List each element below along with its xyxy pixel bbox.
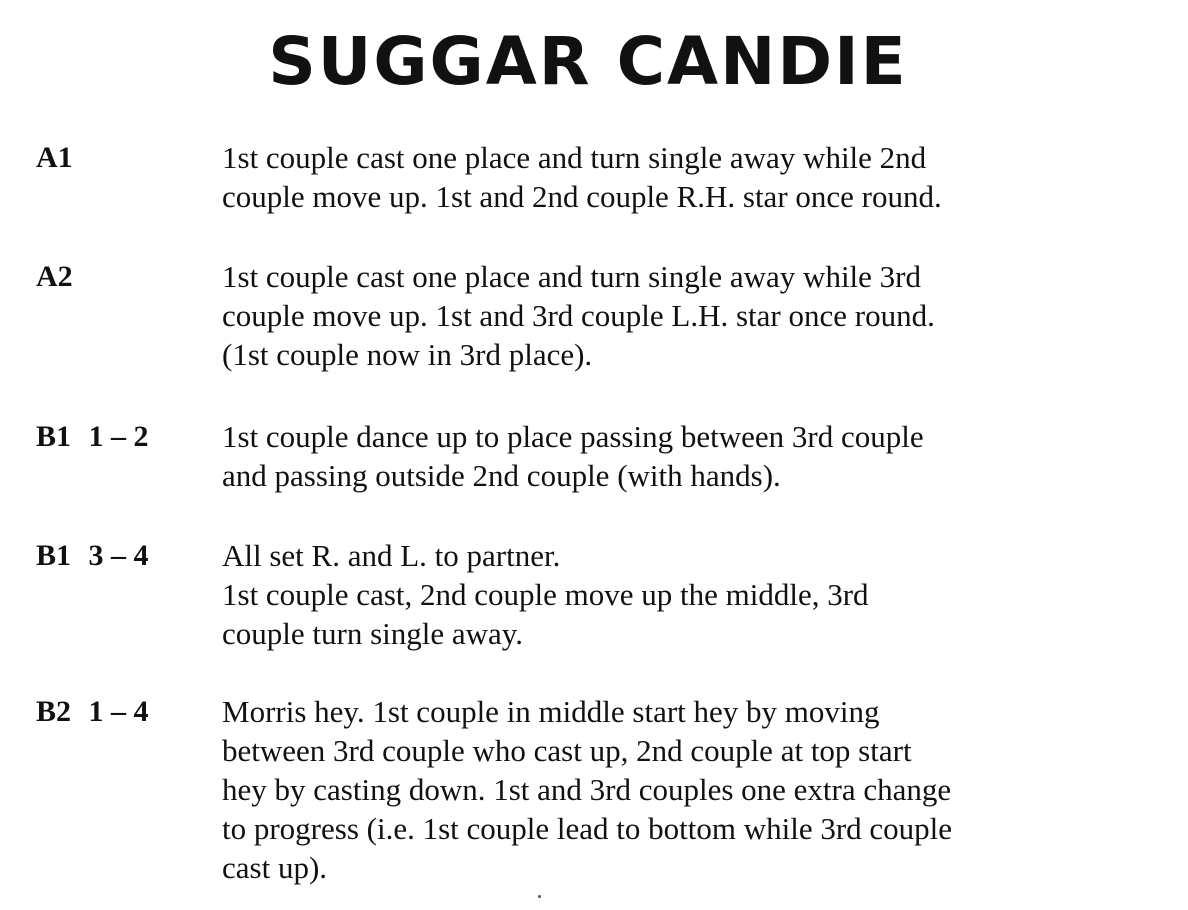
figure-instructions [222,417,1152,495]
instruction-line: cast up). [222,850,328,885]
figure-instructions [222,138,1152,216]
instruction-line: 1st couple cast, 2nd couple move up the middle, 3rd [222,577,869,612]
instruction-line: 1st couple cast one place and turn single away while 3rd [222,259,921,294]
instruction-line: and passing outside 2nd couple (with hands). [222,458,781,493]
part-label: B2 [36,695,72,728]
instruction-line: All set R. and L. to partner. [222,538,561,573]
part-label: B1 [36,420,72,453]
bars-label: 1 – 4 [88,695,149,728]
dance-title: SUGGAR CANDIE [268,23,908,100]
instruction-line: 1st couple cast one place and turn single away while 2nd [222,140,927,175]
instruction-line: (1st couple now in 3rd place). [222,337,593,372]
figure-instructions [222,536,1152,653]
instruction-line: couple move up. 1st and 2nd couple R.H. star once round. [222,179,942,214]
instruction-line: couple turn single away. [222,616,524,651]
instruction-line: hey by casting down. 1st and 3rd couples one extra change [222,772,952,807]
instruction-line: Morris hey. 1st couple in middle start hey by moving [222,694,880,729]
bars-label: 1 – 2 [88,420,149,453]
figure-instructions [222,257,1152,374]
instruction-line: couple move up. 1st and 3rd couple L.H. star once round. [222,298,935,333]
figure-label [36,138,216,177]
figure-label [36,417,216,456]
figure-label [36,692,216,731]
figure-label [36,536,216,575]
instruction-line: between 3rd couple who cast up, 2nd couple at top start [222,733,912,768]
part-label: A1 [36,141,73,174]
bars-label: 3 – 4 [88,539,149,572]
scan-speck [538,895,541,898]
instruction-line: to progress (i.e. 1st couple lead to bottom while 3rd couple [222,811,953,846]
figure-label [36,257,216,296]
part-label: B1 [36,539,72,572]
part-label: A2 [36,260,73,293]
figure-instructions [222,692,1152,887]
instruction-line: 1st couple dance up to place passing between 3rd couple [222,419,924,454]
